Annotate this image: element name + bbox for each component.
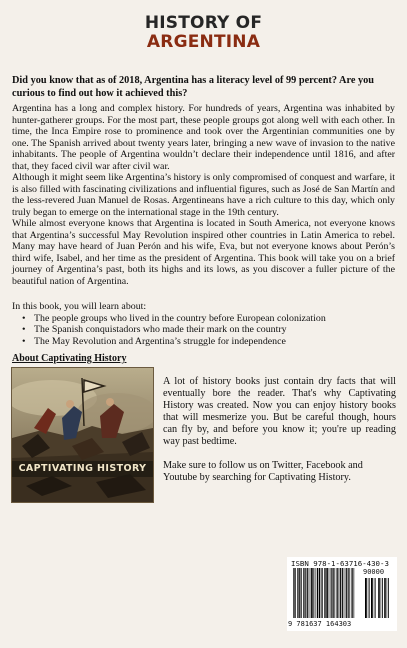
title-line-1: HISTORY OF — [144, 13, 263, 33]
battle-painting-image — [11, 367, 154, 503]
learn-heading: In this book, you will learn about: — [12, 301, 147, 312]
book-title — [0, 14, 407, 52]
description-body — [12, 103, 395, 287]
about-heading: About Captivating History — [12, 353, 127, 364]
price-code: 90000 — [363, 568, 385, 576]
captivating-history-banner: CAPTIVATING HISTORY — [12, 461, 153, 477]
paragraph-1: Argentina has a long and complex history. For hundreds of years, Argentina was inhabited by hunter-gatherer groups. For the most part, these people groups got along well with each other. In time, the Inca Empire rose to prominence and took over the Argentinian communities one by one. The Spanish arrived about twenty years later, bringing a new wave of invasion to the native inhabitants. The people of Argentina wouldn’t declare their independence until 1816, and after that, they faced civil war after civil war. — [12, 103, 395, 172]
intro-question: Did you know that as of 2018, Argentina has a literacy level of 99 percent? Are you curious to find out how it achieved this? — [12, 75, 374, 99]
learn-item: • The May Revolution and Argentina’s struggle for independence — [34, 336, 395, 348]
title-line-2: ARGENTINA — [146, 32, 261, 52]
learn-list — [12, 313, 395, 348]
about-section-text — [163, 376, 396, 484]
about-paragraph: A lot of history books just contain dry facts that will eventually bore the reader. That's why Captivating History was created. Now you can enjoy history books that will mesmerize you. But be careful though, hours can fly by, and before you know it; you're up reading way past bedtime. — [163, 376, 396, 447]
paragraph-3: While almost everyone knows that Argentina is located in South America, not everyone knows that Argentina’s successful May Revolution inspired other countries in Latin America to rebel. Many may have heard of Juan Perón and his wife, Eva, but not everyone knows about Perón’s third wife, Isabel, and her time as the president of Argentina. This book will take you on a brief journey of Argentina’s past, both its highs and its lows, as you discover a fuller picture of the beautiful nation of Argentina. — [12, 218, 395, 287]
paragraph-2: Although it might seem like Argentina’s history is only compromised of conquest and warfare, it is also filled with fascinating civilizations and influential figures, such as José de San Martín and the less-revered Juan Manuel de Rosas. Argentineans have a rich culture to this day, which only truly began to emerge on the international stage in the 19th century. — [12, 172, 395, 218]
isbn-barcode — [287, 557, 397, 631]
learn-item: • The people groups who lived in the country before European colonization — [34, 313, 395, 325]
learn-item: • The Spanish conquistadors who made their mark on the country — [34, 324, 395, 336]
isbn-number: ISBN 978-1-63716-430-3 — [291, 559, 389, 568]
barcode-digits: 9 781637 164303 — [288, 620, 352, 628]
learn-section — [12, 301, 395, 347]
follow-paragraph: Make sure to follow us on Twitter, Facebook and Youtube by searching for Captivating History. — [163, 460, 363, 484]
painting-illustration — [12, 368, 153, 502]
